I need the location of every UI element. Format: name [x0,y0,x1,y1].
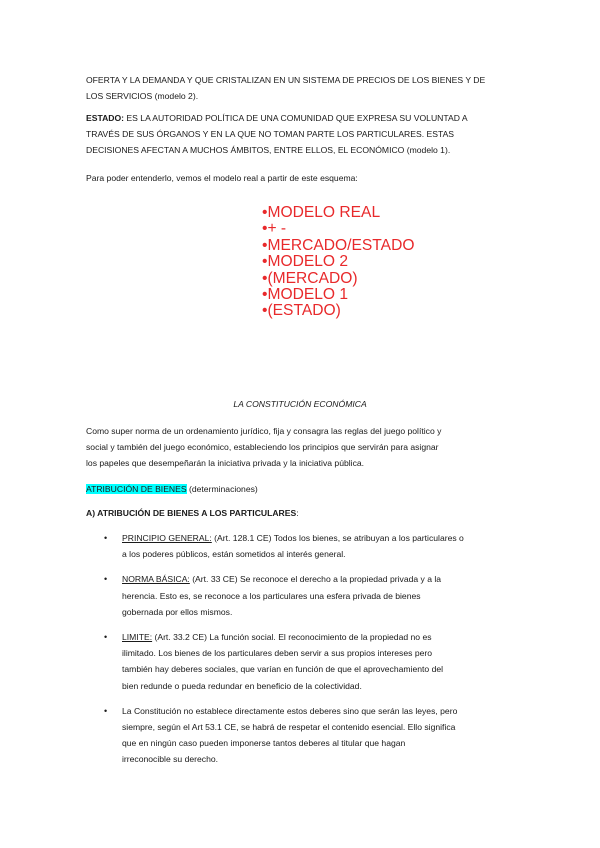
estado-line-3: DECISIONES AFECTAN A MUCHOS ÁMBITOS, ENTRE ELLOS, EL ECONÓMICO (modelo 1). [86,145,451,156]
diagram-item: •(MERCADO) [262,269,358,287]
bullet-text: (Art. 128.1 CE) Todos los bienes, se atribuyan a los particulares o [211,533,464,543]
diagram-item: •(ESTADO) [262,302,341,320]
intro-paragraph [86,72,518,104]
constitucion-line-3: los papeles que desempeñarán la iniciativa privada y la iniciativa pública. [86,458,365,469]
bullet-text: ilimitado. Los bienes de los particulares deben servir a sus propios intereses pero [122,648,433,659]
atribucion-highlight: ATRIBUCIÓN DE BIENES [86,484,187,494]
constitucion-paragraph [86,423,518,472]
bullet-item-constitucion [100,703,520,768]
atribucion-heading [86,481,518,497]
bullet-text: que en ningún caso pueden imponerse tantos deberes al titular que hagan [122,738,406,749]
diagram-item: •MODELO REAL [262,204,381,221]
bullet-text: irreconocible su derecho. [122,754,219,765]
bullet-text: (Art. 33.2 CE) La función social. El reconocimiento de la propiedad no es [152,632,432,643]
bullet-text: también hay deberes sociales, que varían en función de que el aprovechamiento del [122,664,444,675]
estado-paragraph [86,110,518,159]
estado-line-1-text: ES LA AUTORIDAD POLÍTICA DE UNA COMUNIDAD QUE EXPRESA SU VOLUNTAD A [124,113,468,123]
diagram-item: •MODELO 2 [262,253,349,271]
section-title: LA CONSTITUCIÓN ECONÓMICA [233,399,367,409]
diagram-item: •MERCADO/ESTADO [262,236,415,254]
bullet-dot-icon: • [104,705,108,716]
diagram-item: •MODELO 1 [262,286,349,304]
bullet-text: (Art. 33 CE) Se reconoce el derecho a la propiedad privada y a la [189,574,442,585]
bullet-label: PRINCIPIO GENERAL: [122,533,212,543]
bullet-text: a los poderes públicos, están sometidos al interés general. [122,549,346,560]
esquema-intro [86,170,518,186]
constitucion-line-1: Como super norma de un ordenamiento jurídico, fija y consagra las reglas del juego político y [86,426,442,436]
esquema-intro-text: Para poder entenderlo, vemos el modelo real a partir de este esquema: [86,173,358,183]
bullet-text: bien redunde o pueda redundar en beneficio de la colectividad. [122,680,362,691]
estado-line-2: TRAVÉS DE SUS ÓRGANOS Y EN LA QUE NO TOMAN PARTE LOS PARTICULARES. ESTAS [86,129,455,140]
bullet-item-limite [100,629,520,694]
bullet-dot-icon: • [104,533,108,543]
subheading-colon: : [296,508,299,518]
diagram-item: •+ - [262,220,287,238]
bullet-text: La Constitución no establece directamente estos deberes sino que serán las leyes, pero [122,705,458,716]
bullet-item-principio [100,530,520,562]
bullet-item-norma [100,571,520,620]
subheading-text: A) ATRIBUCIÓN DE BIENES A LOS PARTICULARES [86,508,297,518]
atribucion-note: (determinaciones) [186,484,258,494]
bullet-label: NORMA BÁSICA: [122,574,190,585]
estado-label: ESTADO: [86,113,125,123]
bullet-dot-icon: • [104,632,108,643]
intro-line-1: OFERTA Y LA DEMANDA Y QUE CRISTALIZAN EN UN SISTEMA DE PRECIOS DE LOS BIENES Y DE [86,75,486,85]
constitucion-line-2: social y también del juego económico, estableciendo los principios que servirán para asignar [86,442,439,453]
bullet-text: siempre, según el Art 53.1 CE, se habrá de respetar el contenido esencial. Ello significa [122,722,456,733]
bullet-list [100,530,520,777]
bullet-label: LIMITE: [122,632,153,643]
estado-line-1 [86,110,518,126]
bullet-text: gobernada por ellos mismos. [122,606,233,617]
modelo-diagram [262,205,414,320]
subheading [86,505,518,521]
bullet-text: herencia. Esto es, se reconoce a los particulares una esfera privada de bienes [122,590,421,601]
bullet-dot-icon: • [104,574,108,585]
intro-line-2: LOS SERVICIOS (modelo 2). [86,91,199,102]
